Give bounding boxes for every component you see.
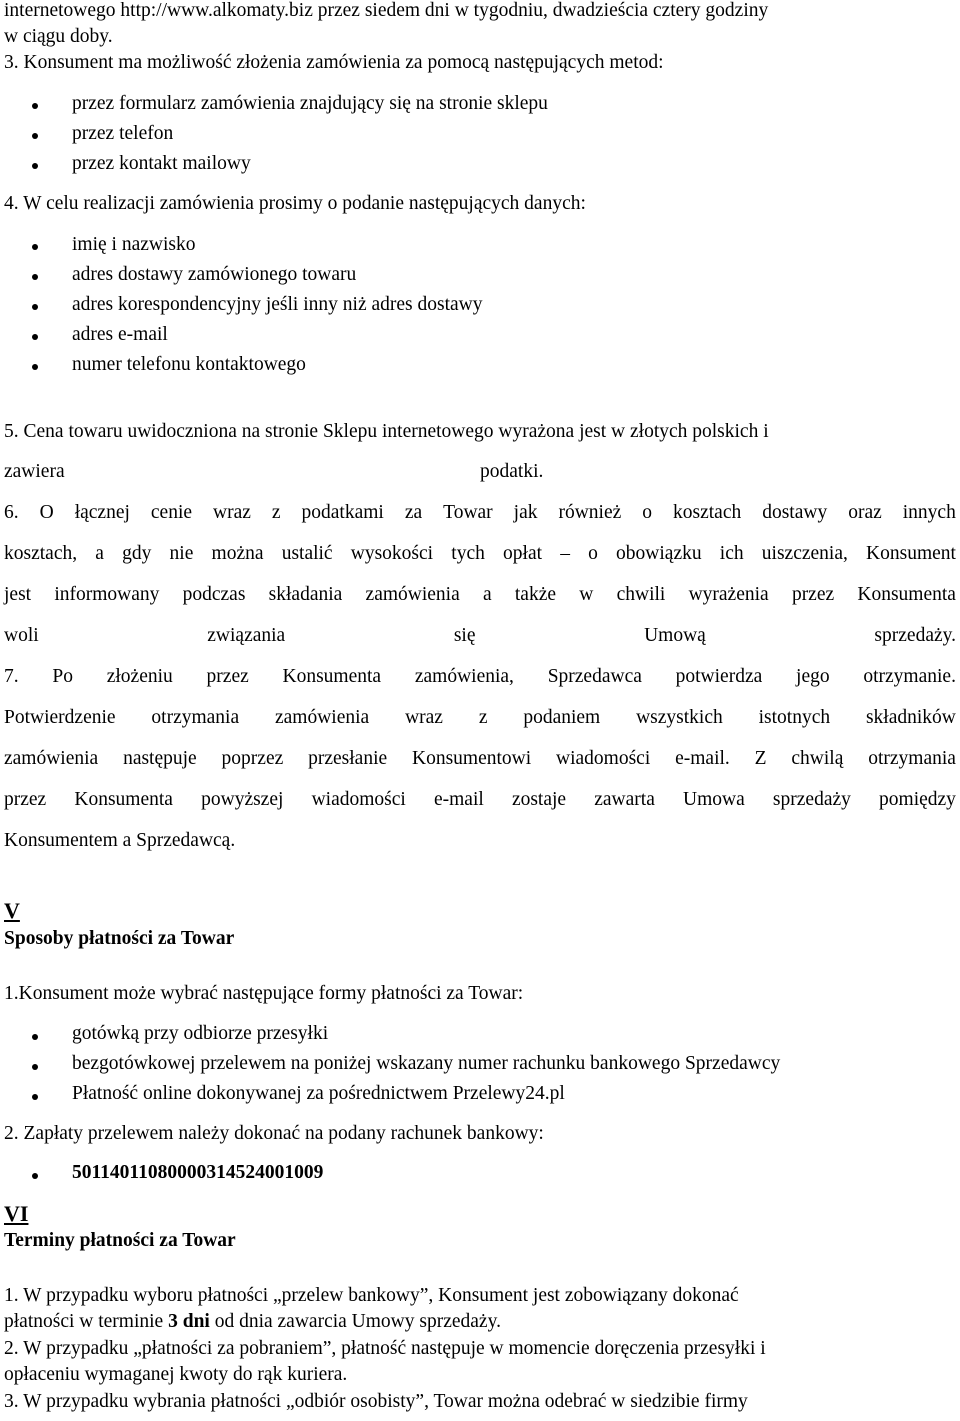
text-segment: płatności w terminie: [4, 1311, 169, 1332]
word: chwili: [616, 584, 666, 605]
word: z: [271, 502, 281, 523]
word: o: [588, 543, 598, 564]
text-line: 3. Konsument ma możliwość złożenia zamówienia za pomocą następujących metod:: [4, 52, 664, 73]
word: 7.: [4, 666, 19, 687]
word: Po: [52, 666, 73, 687]
word: pomiędzy: [879, 789, 956, 810]
word: składników: [865, 707, 956, 728]
word: Konsumenta: [857, 584, 956, 605]
bullet-icon: [32, 274, 38, 280]
text-line: 2. Zapłaty przelewem należy dokonać na podany rachunek bankowy:: [4, 1123, 544, 1144]
list-item: przez telefon: [72, 123, 174, 144]
word: ustalić: [281, 543, 333, 564]
word: O: [39, 502, 54, 523]
word: przesłanie: [308, 748, 388, 769]
text-line: w ciągu doby.: [4, 26, 113, 47]
word: w: [579, 584, 594, 605]
word: Konsument: [866, 543, 956, 564]
bullet-icon: [32, 1173, 38, 1179]
justified-line: [4, 748, 956, 770]
text-line: 3. W przypadku wybrania płatności „odbiór osobisty”, Towar można odebrać w siedzibie firmy: [4, 1391, 748, 1412]
word: woli: [4, 625, 39, 646]
justified-line: [4, 584, 956, 606]
word: Umowa: [683, 789, 745, 810]
word: podaniem: [523, 707, 601, 728]
text-line: zawiera: [4, 461, 65, 482]
text-line: 1.Konsument może wybrać następujące formy płatności za Towar:: [4, 983, 524, 1004]
word: poprzez: [221, 748, 284, 769]
text-line: podatki.: [480, 461, 544, 482]
bullet-icon: [32, 244, 38, 250]
text-line: 1. W przypadku wyboru płatności „przelew bankowy”, Konsument jest zobowiązany dokonać: [4, 1285, 739, 1306]
word: złożeniu: [106, 666, 173, 687]
word: jego: [796, 666, 830, 687]
word: można: [211, 543, 264, 564]
text-line: 4. W celu realizacji zamówienia prosimy o podanie następujących danych:: [4, 193, 586, 214]
word: Towar: [443, 502, 493, 523]
word: a: [95, 543, 104, 564]
word: zamówienia: [4, 748, 99, 769]
word: wysokości: [350, 543, 434, 564]
word: także: [514, 584, 557, 605]
section-title-vi: Terminy płatności za Towar: [4, 1230, 236, 1251]
bullet-icon: [32, 1064, 38, 1070]
justified-line: [4, 789, 956, 811]
word: wraz: [213, 502, 251, 523]
word: również: [558, 502, 622, 523]
word: dostawy: [762, 502, 828, 523]
word: tych: [451, 543, 485, 564]
word: otrzymania: [151, 707, 240, 728]
word: sprzedaży.: [874, 625, 956, 646]
word: podatkami: [301, 502, 384, 523]
word: gdy: [122, 543, 152, 564]
word: łącznej: [74, 502, 130, 523]
section-heading-v: V: [4, 898, 20, 923]
text-line: 5. Cena towaru uwidoczniona na stronie Sklepu internetowego wyrażona jest w złotych polskich i: [4, 421, 769, 442]
word: 6.: [4, 502, 19, 523]
word: chwilą: [791, 748, 844, 769]
word: z: [478, 707, 488, 728]
word: powyższej: [201, 789, 284, 810]
word: następuje: [123, 748, 197, 769]
word: zamówienia: [274, 707, 370, 728]
word: ich: [719, 543, 744, 564]
word: wraz: [405, 707, 443, 728]
word: Sprzedawca: [547, 666, 642, 687]
word: wiadomości: [311, 789, 406, 810]
word: zawarta: [594, 789, 655, 810]
word: się: [453, 625, 476, 646]
word: Konsumenta: [74, 789, 173, 810]
word: kosztach,: [4, 543, 78, 564]
word: przez: [206, 666, 249, 687]
bank-account-number: 50114011080000314524001009: [72, 1162, 324, 1183]
word: nie: [169, 543, 194, 564]
word: jak: [513, 502, 538, 523]
word: o: [642, 502, 653, 523]
text-line: opłaceniu wymaganej kwoty do rąk kuriera.: [4, 1364, 348, 1385]
word: informowany: [54, 584, 160, 605]
word: innych: [902, 502, 956, 523]
list-item: gotówką przy odbiorze przesyłki: [72, 1023, 329, 1044]
justified-line: [4, 666, 956, 688]
justified-line: [4, 502, 956, 524]
word: przez: [791, 584, 835, 605]
word: obowiązku: [616, 543, 702, 564]
list-item: adres e-mail: [72, 324, 168, 345]
list-item: przez kontakt mailowy: [72, 153, 251, 174]
word: wszystkich: [636, 707, 723, 728]
word: Z: [754, 748, 767, 769]
justified-line: [4, 543, 956, 565]
section-heading-vi: VI: [4, 1201, 29, 1226]
justified-line: [4, 625, 956, 647]
word: –: [560, 543, 570, 564]
bullet-icon: [32, 364, 38, 370]
word: otrzymania: [868, 748, 956, 769]
justified-line: [4, 707, 956, 729]
word: zamówienia: [365, 584, 460, 605]
bullet-icon: [32, 1094, 38, 1100]
word: potwierdza: [675, 666, 763, 687]
list-item: adres korespondencyjny jeśli inny niż adres dostawy: [72, 294, 483, 315]
word: wyrażenia: [688, 584, 769, 605]
word: oraz: [848, 502, 882, 523]
bold-term: 3 dni: [168, 1311, 210, 1332]
section-title-v: Sposoby płatności za Towar: [4, 928, 235, 949]
list-item: numer telefonu kontaktowego: [72, 354, 306, 375]
bullet-icon: [32, 304, 38, 310]
word: składania: [268, 584, 343, 605]
word: sprzedaży: [772, 789, 851, 810]
word: zostaje: [511, 789, 567, 810]
word: uiszczenia,: [761, 543, 848, 564]
word: podczas: [182, 584, 246, 605]
word: cenie: [150, 502, 193, 523]
text-segment: od dnia zawarcia Umowy sprzedaży.: [209, 1311, 501, 1332]
word: opłat: [503, 543, 543, 564]
list-item: imię i nazwisko: [72, 234, 196, 255]
bullet-icon: [32, 1034, 38, 1040]
word: otrzymanie.: [863, 666, 956, 687]
bullet-icon: [32, 334, 38, 340]
text-line: [4, 1311, 501, 1333]
text-line: 2. W przypadku „płatności za pobraniem”, płatność następuje w momencie doręczenia przesyłki i: [4, 1338, 766, 1359]
word: związania: [207, 625, 286, 646]
word: za: [404, 502, 423, 523]
word: wiadomości: [556, 748, 651, 769]
text-line: internetowego http://www.alkomaty.biz przez siedem dni w tygodniu, dwadzieścia cztery godziny: [4, 0, 769, 21]
word: e-mail.: [675, 748, 730, 769]
list-item: adres dostawy zamówionego towaru: [72, 264, 357, 285]
word: Konsumenta: [282, 666, 382, 687]
word: Umową: [644, 625, 706, 646]
list-item: bezgotówkowej przelewem na poniżej wskazany numer rachunku bankowego Sprzedawcy: [72, 1053, 781, 1074]
word: Konsumentowi: [412, 748, 532, 769]
bullet-icon: [32, 133, 38, 139]
word: a: [483, 584, 492, 605]
bullet-icon: [32, 163, 38, 169]
word: e-mail: [433, 789, 484, 810]
bullet-icon: [32, 103, 38, 109]
word: istotnych: [758, 707, 831, 728]
word: jest: [4, 584, 32, 605]
list-item: przez formularz zamówienia znajdujący się na stronie sklepu: [72, 93, 548, 114]
word: przez: [4, 789, 47, 810]
text-line: Konsumentem a Sprzedawcą.: [4, 830, 236, 851]
word: Potwierdzenie: [4, 707, 116, 728]
list-item: Płatność online dokonywanej za pośrednictwem Przelewy24.pl: [72, 1083, 565, 1104]
word: zamówienia,: [414, 666, 514, 687]
word: kosztach: [673, 502, 742, 523]
